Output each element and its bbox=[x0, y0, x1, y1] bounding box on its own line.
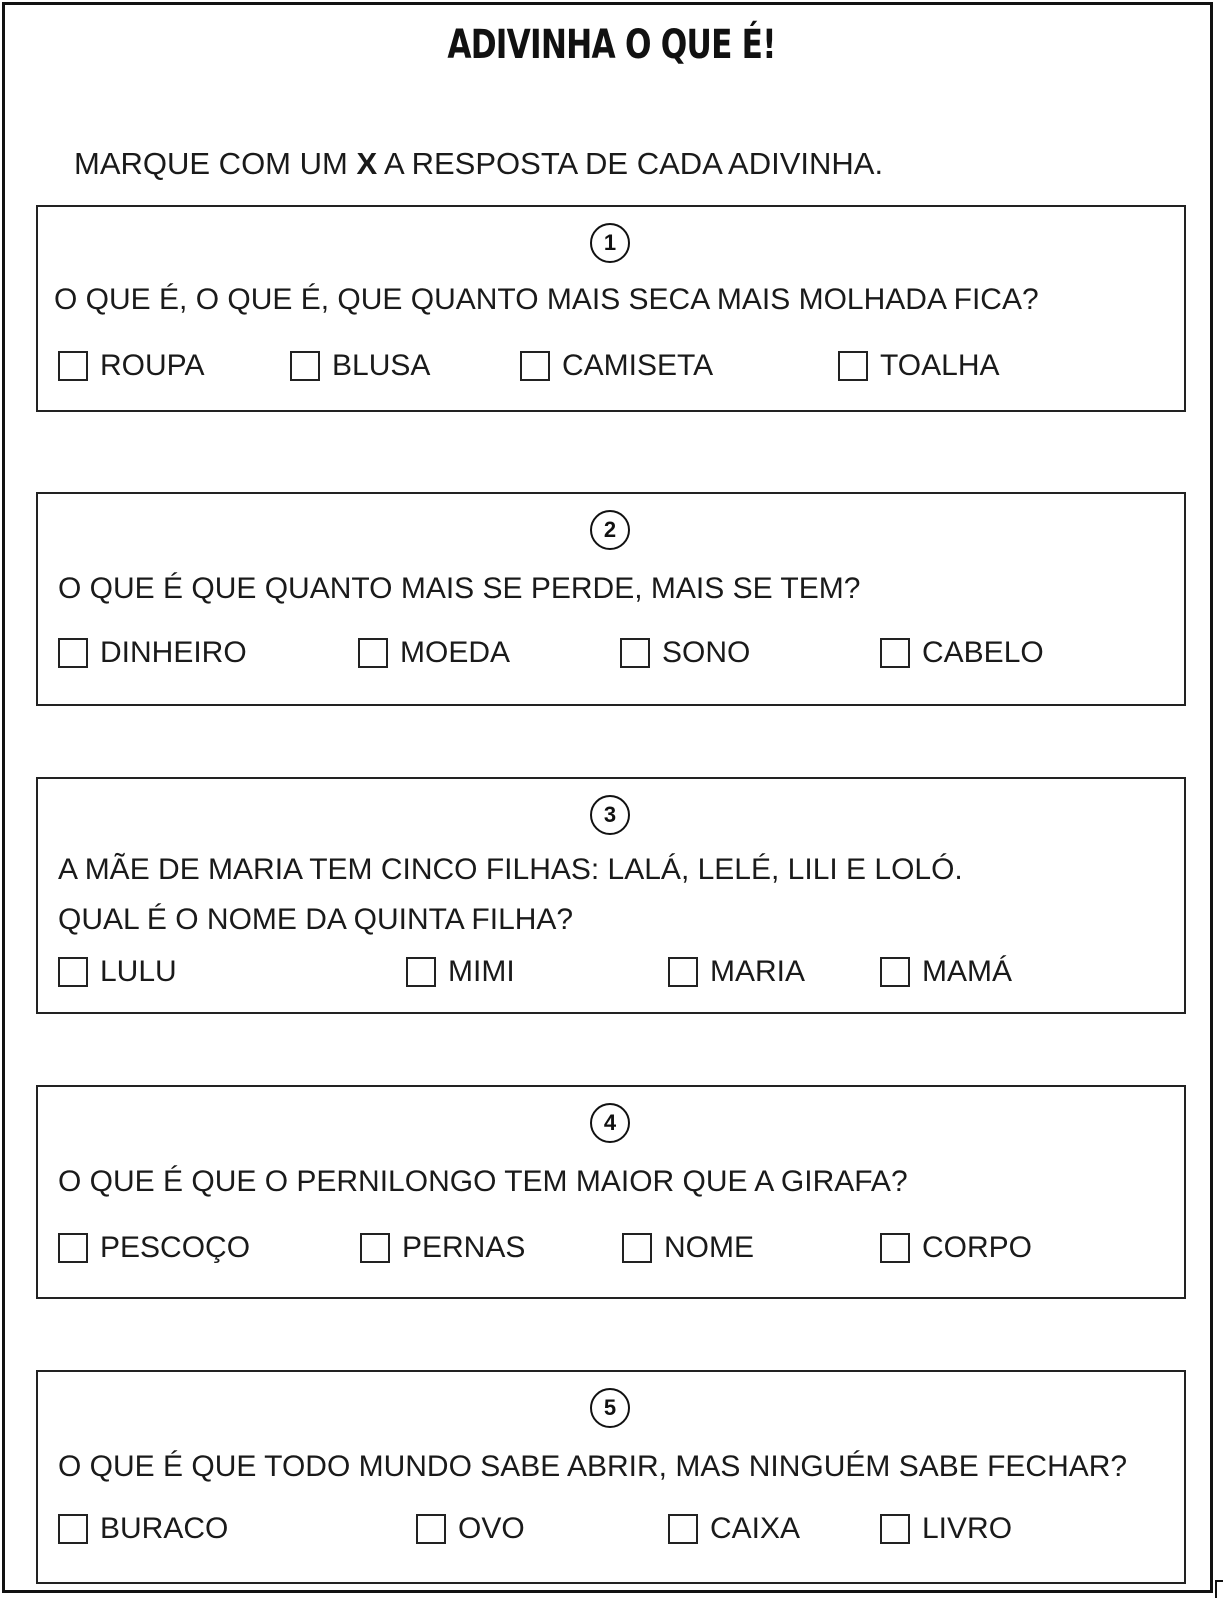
checkbox[interactable] bbox=[58, 1514, 88, 1544]
riddle-number-2: 2 bbox=[590, 510, 630, 550]
option-label: CORPO bbox=[922, 1231, 1033, 1264]
instruction-before: MARQUE COM UM bbox=[74, 146, 357, 181]
option-label: SONO bbox=[662, 636, 751, 669]
option-label: CAIXA bbox=[710, 1512, 801, 1545]
checkbox[interactable] bbox=[880, 957, 910, 987]
checkbox[interactable] bbox=[358, 638, 388, 668]
checkbox[interactable] bbox=[58, 957, 88, 987]
checkbox[interactable] bbox=[416, 1514, 446, 1544]
option-label: BLUSA bbox=[332, 349, 431, 382]
riddle-box-5 bbox=[36, 1370, 1186, 1584]
checkbox[interactable] bbox=[880, 1514, 910, 1544]
riddle-question-3-line-2: QUAL É O NOME DA QUINTA FILHA? bbox=[58, 903, 574, 936]
riddle-5-option-1[interactable] bbox=[58, 1512, 228, 1546]
riddle-4-option-2[interactable] bbox=[360, 1231, 525, 1265]
riddle-1-option-3[interactable] bbox=[520, 349, 713, 383]
riddle-box-1 bbox=[36, 205, 1186, 412]
riddle-question-5: O QUE É QUE TODO MUNDO SABE ABRIR, MAS NINGUÉM SABE FECHAR? bbox=[58, 1450, 1128, 1483]
riddle-2-option-3[interactable] bbox=[620, 636, 750, 670]
option-label: MAMÁ bbox=[922, 955, 1012, 988]
option-label: LIVRO bbox=[922, 1512, 1013, 1545]
riddle-3-option-3[interactable] bbox=[668, 955, 805, 989]
riddle-question-1: O QUE É, O QUE É, QUE QUANTO MAIS SECA MAIS MOLHADA FICA? bbox=[54, 283, 1039, 316]
corner-mark bbox=[1215, 1580, 1223, 1598]
checkbox[interactable] bbox=[880, 638, 910, 668]
riddle-number-5: 5 bbox=[590, 1388, 630, 1428]
checkbox[interactable] bbox=[406, 957, 436, 987]
option-label: LULU bbox=[100, 955, 177, 988]
option-label: MIMI bbox=[448, 955, 515, 988]
riddle-5-option-3[interactable] bbox=[668, 1512, 800, 1546]
option-label: BURACO bbox=[100, 1512, 229, 1545]
checkbox[interactable] bbox=[838, 351, 868, 381]
riddle-3-option-1[interactable] bbox=[58, 955, 177, 989]
option-label: ROUPA bbox=[100, 349, 205, 382]
option-label: CAMISETA bbox=[562, 349, 714, 382]
riddle-2-option-4[interactable] bbox=[880, 636, 1044, 670]
riddle-4-option-3[interactable] bbox=[622, 1231, 754, 1265]
riddle-1-option-2[interactable] bbox=[290, 349, 430, 383]
checkbox[interactable] bbox=[668, 1514, 698, 1544]
option-label: PESCOÇO bbox=[100, 1231, 251, 1264]
riddle-box-3 bbox=[36, 777, 1186, 1014]
riddle-number-3: 3 bbox=[590, 795, 630, 835]
riddle-number-1: 1 bbox=[590, 223, 630, 263]
checkbox[interactable] bbox=[622, 1233, 652, 1263]
instruction-text bbox=[74, 146, 883, 182]
option-label: TOALHA bbox=[880, 349, 1000, 382]
option-label: NOME bbox=[664, 1231, 754, 1264]
instruction-mark: X bbox=[356, 146, 378, 181]
checkbox[interactable] bbox=[360, 1233, 390, 1263]
riddle-question-3-line-1: A MÃE DE MARIA TEM CINCO FILHAS: LALÁ, LELÉ, LILI E LOLÓ. bbox=[58, 853, 963, 886]
checkbox[interactable] bbox=[668, 957, 698, 987]
riddle-box-2 bbox=[36, 492, 1186, 706]
option-label: OVO bbox=[458, 1512, 525, 1545]
instruction-after: A RESPOSTA DE CADA ADIVINHA. bbox=[377, 146, 884, 181]
checkbox[interactable] bbox=[520, 351, 550, 381]
option-label: MARIA bbox=[710, 955, 806, 988]
checkbox[interactable] bbox=[58, 351, 88, 381]
riddle-5-option-4[interactable] bbox=[880, 1512, 1012, 1546]
riddle-4-option-4[interactable] bbox=[880, 1231, 1032, 1265]
riddle-2-option-1[interactable] bbox=[58, 636, 247, 670]
option-label: PERNAS bbox=[402, 1231, 526, 1264]
option-label: CABELO bbox=[922, 636, 1044, 669]
checkbox[interactable] bbox=[58, 638, 88, 668]
riddle-1-option-4[interactable] bbox=[838, 349, 1000, 383]
riddle-2-option-2[interactable] bbox=[358, 636, 510, 670]
page-title: ADIVINHA O QUE É! bbox=[447, 22, 776, 68]
checkbox[interactable] bbox=[290, 351, 320, 381]
riddle-number-4: 4 bbox=[590, 1103, 630, 1143]
checkbox[interactable] bbox=[880, 1233, 910, 1263]
riddle-1-option-1[interactable] bbox=[58, 349, 204, 383]
riddle-3-option-4[interactable] bbox=[880, 955, 1012, 989]
riddle-box-4 bbox=[36, 1085, 1186, 1299]
option-label: DINHEIRO bbox=[100, 636, 247, 669]
riddle-question-2: O QUE É QUE QUANTO MAIS SE PERDE, MAIS SE TEM? bbox=[58, 572, 861, 605]
riddle-question-4: O QUE É QUE O PERNILONGO TEM MAIOR QUE A GIRAFA? bbox=[58, 1165, 908, 1198]
riddle-5-option-2[interactable] bbox=[416, 1512, 525, 1546]
checkbox[interactable] bbox=[620, 638, 650, 668]
riddle-4-option-1[interactable] bbox=[58, 1231, 250, 1265]
riddle-3-option-2[interactable] bbox=[406, 955, 515, 989]
checkbox[interactable] bbox=[58, 1233, 88, 1263]
option-label: MOEDA bbox=[400, 636, 511, 669]
